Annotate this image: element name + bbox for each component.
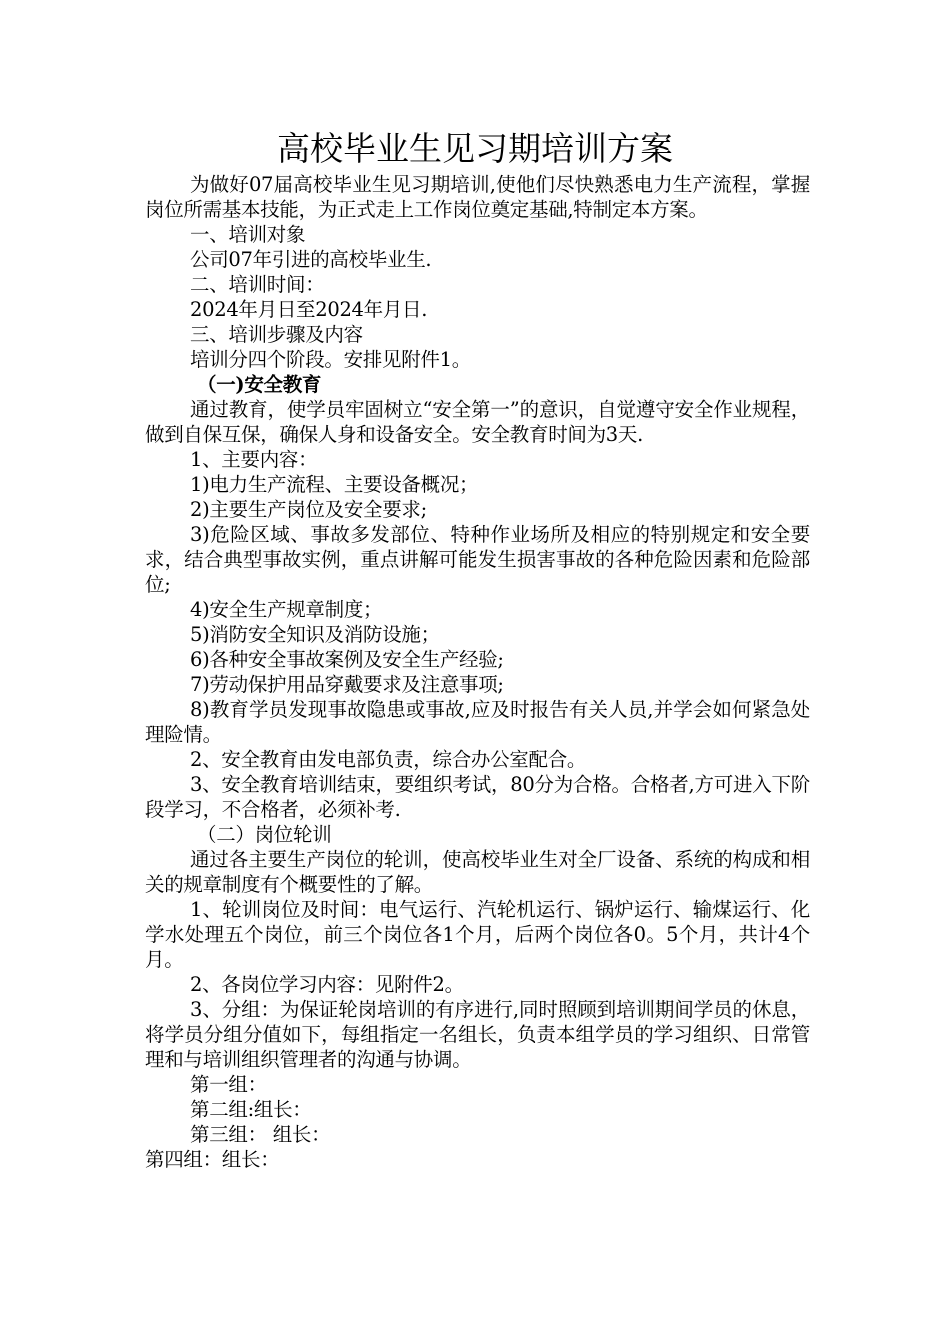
list-item: 3)危险区域、事故多发部位、特种作业场所及相应的特别规定和安全要求，结合典型事故实例，重点讲解可能发生损害事故的各种危险因素和危险部位; — [145, 523, 810, 596]
paragraph-training-stages: 培训分四个阶段。安排见附件1。 — [190, 348, 471, 371]
subheading-safety-education: （一)安全教育 — [197, 373, 322, 396]
paragraph-rotation-purpose: 通过各主要生产岗位的轮训，使高校毕业生对全厂设备、系统的构成和相关的规章制度有个概要性的了解。 — [145, 848, 810, 896]
paragraph-safety-purpose: 通过教育，使学员牢固树立“安全第一”的意识，自觉遵守安全作业规程，做到自保互保，确保人身和设备安全。安全教育时间为3天. — [145, 398, 810, 446]
document-title: 高校毕业生见习期培训方案 — [277, 129, 673, 168]
list-item: 6)各种安全事故案例及安全生产经验; — [190, 648, 504, 671]
list-item: 8)教育学员发现事故隐患或事故,应及时报告有关人员,并学会如何紧急处理险情。 — [145, 698, 810, 746]
list-item: 5)消防安全知识及消防设施； — [190, 623, 440, 646]
paragraph-rotation-content: 2、各岗位学习内容：见附件2。 — [190, 973, 464, 996]
heading-training-target: 一、培训对象 — [190, 223, 306, 246]
list-item: 4)安全生产规章制度； — [190, 598, 383, 621]
list-item: 1)电力生产流程、主要设备概况； — [190, 473, 479, 496]
paragraph-grouping: 3、分组：为保证轮岗培训的有序进行,同时照顾到培训期间学员的休息，将学员分组分值如下，每组指定一名组长，负责本组学员的学习组织、日常管理和与培训组织管理者的沟通与协调。 — [145, 998, 810, 1071]
list-item: 7)劳动保护用品穿戴要求及注意事项; — [190, 673, 504, 696]
group-line: 第四组：组长： — [145, 1148, 280, 1171]
paragraph-intro: 为做好07届高校毕业生见习期培训,使他们尽快熟悉电力生产流程，掌握岗位所需基本技能，为正式走上工作岗位奠定基础,特制定本方案。 — [145, 173, 810, 221]
list-item: 2)主要生产岗位及安全要求; — [190, 498, 427, 521]
paragraph-safety-responsibility: 2、安全教育由发电部负责，综合办公室配合。 — [190, 748, 587, 771]
paragraph-rotation-schedule: 1、轮训岗位及时间：电气运行、汽轮机运行、锅炉运行、输煤运行、化学水处理五个岗位，前三个岗位各1个月，后两个岗位各0。5个月，共计4个月。 — [145, 898, 810, 971]
paragraph-safety-exam: 3、安全教育培训结束，要组织考试，80分为合格。合格者,方可进入下阶段学习，不合格者，必须补考. — [145, 773, 810, 821]
heading-main-content: 1、主要内容： — [190, 448, 318, 471]
group-line: 第二组:组长： — [190, 1098, 312, 1121]
paragraph-training-time: 2024年月日至2024年月日. — [190, 298, 428, 321]
heading-training-steps: 三、培训步骤及内容 — [190, 323, 363, 346]
group-line: 第一组： — [190, 1073, 267, 1096]
group-line: 第三组： 组长： — [190, 1123, 331, 1146]
subheading-job-rotation: （二）岗位轮训 — [197, 823, 332, 846]
heading-training-time: 二、培训时间： — [190, 273, 325, 296]
paragraph-training-target: 公司07年引进的高校毕业生. — [190, 248, 432, 271]
document-body — [145, 172, 810, 1172]
